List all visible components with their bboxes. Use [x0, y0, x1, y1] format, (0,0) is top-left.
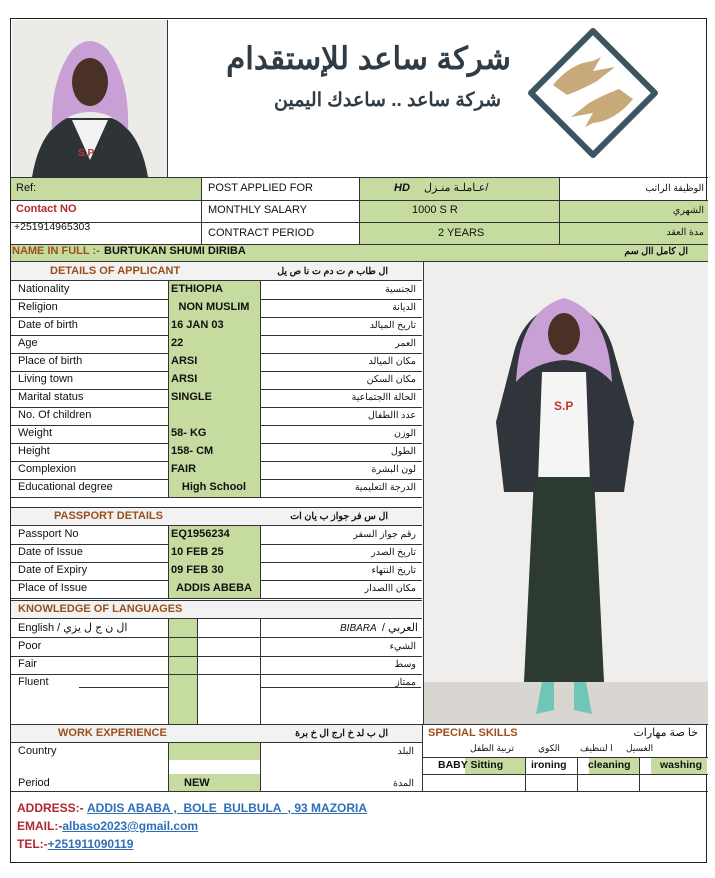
applicant-row-label: Age — [18, 337, 38, 349]
work-experience-title: WORK EXPERIENCE — [58, 727, 167, 739]
skill-washing: washing — [660, 759, 703, 771]
passport-row-label-ar: تاريخ النتهاء — [371, 565, 416, 576]
skill-ironing: ironing — [531, 759, 567, 771]
passport-row-value: 09 FEB 30 — [171, 564, 224, 576]
details-of-applicant-title-ar: ال طاب م ت دم ت نا ص يل — [277, 266, 388, 277]
language-level-label: Fair — [18, 658, 37, 670]
passport-row-label: Date of Expiry — [18, 564, 88, 576]
applicant-row-label: No. Of children — [18, 409, 92, 421]
passport-row-label-ar: مكان االصدار — [364, 583, 416, 594]
period-label: Period — [18, 777, 50, 789]
applicant-row-label-ar: مكان السكن — [366, 374, 416, 385]
passport-details-title-ar: ال س فر جواز ب يان ات — [290, 511, 388, 522]
monthly-salary-label: MONTHLY SALARY — [208, 204, 308, 216]
applicant-row-label: Nationality — [18, 283, 70, 295]
applicant-row-value: ARSI — [171, 373, 198, 385]
applicant-full-body-photo — [423, 262, 708, 724]
language-level-label-ar: وسط — [394, 659, 416, 670]
applicant-row-label: Date of birth — [18, 319, 78, 331]
application-form — [10, 18, 707, 863]
applicant-row-label: Complexion — [18, 463, 77, 475]
language-level-label: Fluent — [18, 676, 49, 688]
passport-row-label-ar: رقم جواز السفر — [353, 529, 416, 540]
name-in-full-label: NAME IN FULL :- — [12, 245, 100, 257]
applicant-row-value: High School — [181, 481, 247, 493]
passport-row-label: Passport No — [18, 528, 79, 540]
applicant-row-value: 22 — [171, 337, 184, 349]
contract-period-label: CONTRACT PERIOD — [208, 227, 315, 239]
applicant-row-label-ar: عدد االطفال — [367, 410, 416, 421]
applicant-row-value: SINGLE — [171, 391, 212, 403]
applicant-row-value: NON MUSLIM — [178, 301, 250, 313]
applicant-row-label-ar: الحالة االجتماعية — [351, 392, 416, 403]
applicant-row-label-ar: الديانة — [392, 302, 416, 313]
details-of-applicant-title: DETAILS OF APPLICANT — [50, 265, 181, 277]
country-label-ar: البلد — [397, 746, 414, 757]
applicant-row-label-ar: تاريخ الميالد — [369, 320, 416, 331]
applicant-row-value: 158- CM — [171, 445, 214, 457]
tel-link[interactable]: +251911090119 — [47, 837, 134, 851]
applicant-row-value: 58- KG — [171, 427, 207, 439]
language-level-label-ar: الشيء — [389, 641, 416, 652]
contact-label: Contact NO — [16, 203, 77, 215]
passport-row-value: EQ1956234 — [171, 528, 230, 540]
applicant-row-label: Marital status — [18, 391, 84, 403]
name-in-full-label-ar: ال كامل اال سم — [624, 246, 688, 257]
applicant-row-label: Place of birth — [18, 355, 83, 367]
skill-label-ar-ironing: الكوي — [538, 743, 560, 753]
passport-row-label: Date of Issue — [18, 546, 83, 558]
applicant-row-label: Religion — [18, 301, 58, 313]
applicant-row-label-ar: مكان الميالد — [368, 356, 416, 367]
email-label: EMAIL:- — [17, 819, 63, 833]
tel-line — [17, 837, 133, 851]
contract-period-label-ar: مدة العقد — [666, 227, 704, 238]
arabic-label: العربي / — [381, 622, 418, 634]
period-value: NEW — [184, 777, 210, 789]
english-label: English / ال ن ج ل يزي — [18, 622, 128, 634]
language-level-label-ar: ممتاز — [395, 677, 416, 688]
passport-row-label-ar: تاريخ الصدر — [371, 547, 416, 558]
applicant-row-label: Weight — [18, 427, 53, 439]
company-name: شركة ساعد للإستقدام — [226, 41, 511, 76]
post-applied-value: HD — [394, 182, 410, 194]
tel-label: TEL:- — [17, 837, 48, 851]
contract-period-value: 2 YEARS — [438, 227, 485, 239]
contact-value: +251914965303 — [14, 221, 91, 233]
skill-label-ar-cleaning: ا لتنظيف — [580, 743, 613, 753]
address-line — [17, 801, 367, 815]
applicant-row-label-ar: الطول — [390, 446, 416, 457]
applicant-row-label-ar: العمر — [395, 338, 416, 349]
applicant-row-label-ar: الدرجة التعليمية — [354, 482, 416, 493]
monthly-salary-label-ar: الشهري — [672, 205, 704, 216]
passport-details-title: PASSPORT DETAILS — [54, 510, 163, 522]
period-label-ar: المدة — [393, 778, 414, 789]
address-value[interactable]: ADDIS ABABA , BOLE BULBULA , 93 MAZORIA — [87, 801, 368, 815]
passport-row-value: ADDIS ABEBA — [176, 582, 252, 594]
helping-hands-logo — [523, 23, 663, 163]
email-link[interactable]: albaso2023@gmail.com — [62, 819, 199, 833]
svg-text:S.P: S.P — [78, 148, 95, 159]
language-level-label: Poor — [18, 640, 42, 652]
company-slogan: شركة ساعد .. ساعدك اليمين — [274, 90, 501, 111]
applicant-row-label: Living town — [18, 373, 74, 385]
applicant-row-label-ar: الجنسية — [385, 284, 416, 295]
country-label: Country — [18, 745, 57, 757]
svg-text:S.P: S.P — [554, 399, 574, 413]
applicant-row-value: ETHIOPIA — [171, 283, 223, 295]
name-in-full-value: BURTUKAN SHUMI DIRIBA — [104, 245, 246, 257]
address-label: ADDRESS:- — [17, 801, 84, 815]
post-applied-value-ar: عـاملـة منـزل/ — [424, 182, 489, 194]
applicant-row-value: FAIR — [171, 463, 197, 475]
skill-label-ar-washing: الغسيل — [626, 743, 654, 753]
applicant-row-label-ar: لون البشرة — [371, 464, 416, 475]
applicant-row-value: 16 JAN 03 — [171, 319, 224, 331]
knowledge-of-languages-title: KNOWLEDGE OF LANGUAGES — [18, 603, 183, 615]
work-experience-title-ar: ال ب لد خ ارج ال خ برة — [295, 728, 388, 739]
skill-cleaning: cleaning — [588, 759, 631, 771]
monthly-salary-value: 1000 S R — [412, 204, 458, 216]
applicant-row-label-ar: الوزن — [393, 428, 416, 439]
passport-row-label: Place of Issue — [18, 582, 88, 594]
post-applied-label: POST APPLIED FOR — [208, 182, 313, 194]
email-line — [17, 819, 198, 833]
special-skills-title-ar: خا صة مهارات — [633, 727, 698, 739]
skill-baby-sitting: BABY Sitting — [438, 759, 504, 771]
special-skills-title: SPECIAL SKILLS — [428, 727, 518, 739]
arabic-value: BIBARA — [340, 623, 377, 634]
post-applied-label-ar: الوظيفة الراتب — [645, 183, 704, 194]
passport-row-value: 10 FEB 25 — [171, 546, 224, 558]
applicant-row-label: Height — [18, 445, 50, 457]
applicant-row-value: ARSI — [171, 355, 198, 367]
skill-label-ar-baby: تربية الطفل — [470, 743, 515, 753]
ref-label: Ref: — [16, 182, 37, 194]
applicant-row-label: Educational degree — [18, 481, 113, 493]
applicant-portrait-photo — [12, 20, 168, 177]
